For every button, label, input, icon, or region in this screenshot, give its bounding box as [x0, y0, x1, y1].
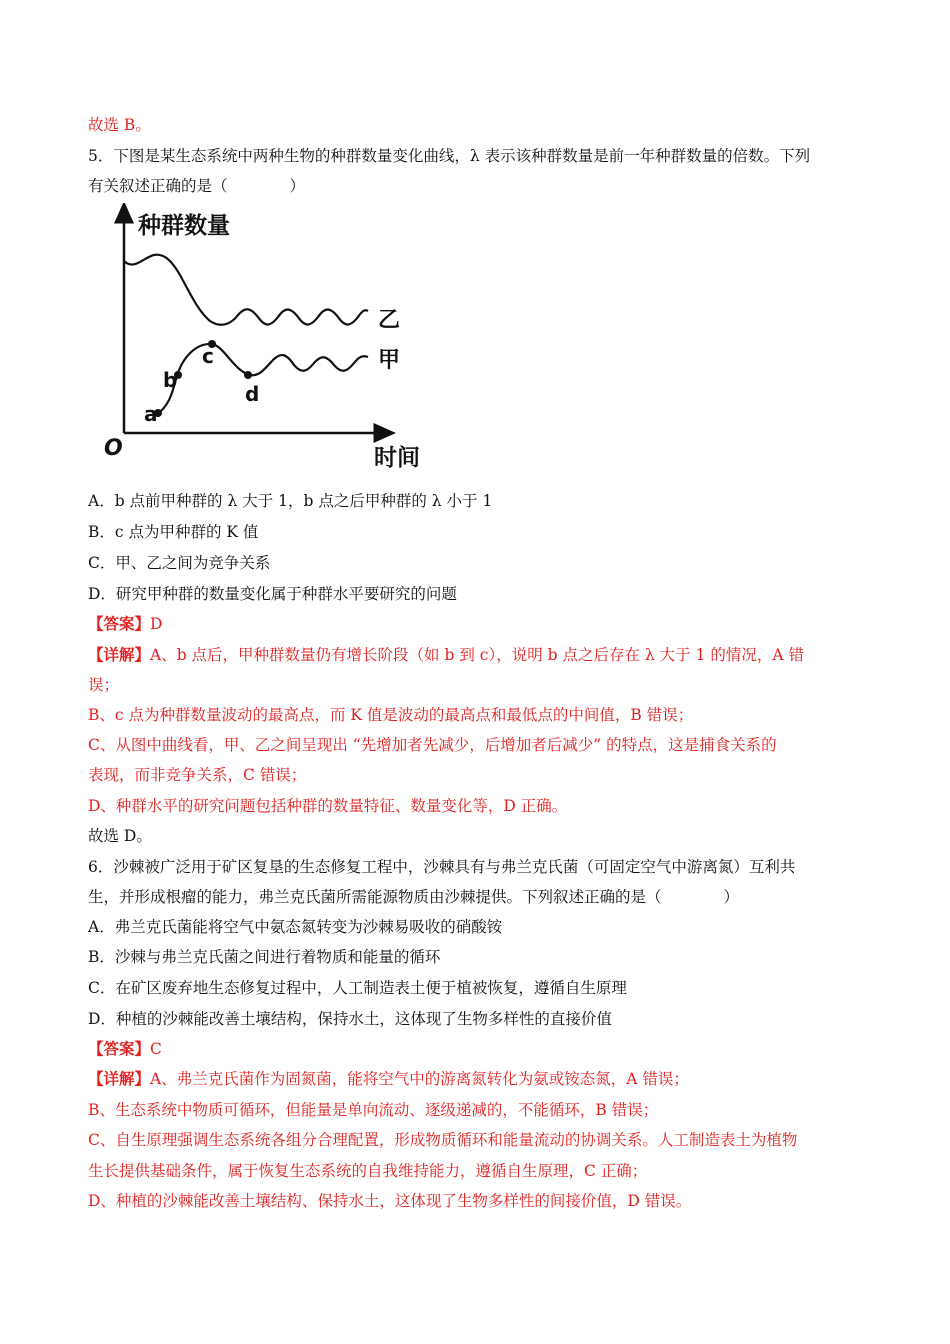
- q5-detail-3a: C、从图中曲线看，甲、乙之间呈现出 “先增加者先减少，后增加者后减少” 的特点，这是捕食关系的: [88, 736, 777, 754]
- q5-option-a: A．b 点前甲种群的 λ 大于 1，b 点之后甲种群的 λ 小于 1: [88, 492, 493, 510]
- q5-option-d: D．研究甲种群的数量变化属于种群水平要研究的问题: [88, 585, 457, 603]
- q6-stem-line1: 6．沙棘被广泛用于矿区复垦的生态修复工程中，沙棘具有与弗兰克氏菌（可固定空气中游离氮）互利共: [88, 858, 796, 876]
- q6-detail-1: [88, 1068, 868, 1090]
- q6-option-c: C．在矿区废弃地生态修复过程中，人工制造表土便于植被恢复，遵循自生原理: [88, 979, 627, 997]
- q6-detail-1-text: A、弗兰克氏菌作为固氮菌，能将空气中的游离氮转化为氨或铵态氮，A 错误；: [150, 1070, 689, 1088]
- q5-detail-4: D、种群水平的研究问题包括种群的数量特征、数量变化等，D 正确。: [88, 797, 568, 815]
- q5-detail-1b: 误；: [88, 676, 120, 694]
- q5-detail-3b: 表现，而非竞争关系，C 错误；: [88, 766, 307, 784]
- q6-detail-tag: 【详解】: [88, 1069, 151, 1088]
- q5-detail-1a-text: A、b 点后，甲种群数量仍有增长阶段（如 b 到 c），说明 b 点之后存在 λ 大于 1 的情况，A 错: [150, 646, 804, 664]
- q6-detail-3b: 生长提供基础条件，属于恢复生态系统的自我维持能力，遵循自生原理，C 正确；: [88, 1162, 648, 1180]
- point-a-label: a: [144, 402, 158, 426]
- q5-detail-tag: 【详解】: [88, 645, 151, 664]
- series-yi-curve: [124, 255, 368, 325]
- q5-conclusion: 故选 D。: [88, 827, 152, 845]
- q4-conclusion: 故选 B。: [88, 116, 151, 134]
- q5-detail-1a: [88, 644, 868, 666]
- point-b-label: b: [163, 368, 178, 392]
- q5-stem-line1: 5．下图是某生态系统中两种生物的种群数量变化曲线，λ 表示该种群数量是前一年种群数量的倍数。下列: [88, 147, 811, 165]
- q5-stem-line2: 有关叙述正确的是（ ）: [88, 177, 306, 195]
- series-label-yi: 乙: [378, 308, 401, 333]
- q6-detail-4: D、种植的沙棘能改善土壤结构、保持水土，这体现了生物多样性的间接价值，D 错误。: [88, 1192, 692, 1210]
- x-axis-label: 时间: [374, 445, 420, 471]
- q6-answer: [88, 1038, 868, 1060]
- q6-option-d: D．种植的沙棘能改善土壤结构，保持水土，这体现了生物多样性的直接价值: [88, 1010, 612, 1028]
- q6-option-a: A．弗兰克氏菌能将空气中氨态氮转变为沙棘易吸收的硝酸铵: [88, 918, 503, 936]
- q5-answer-value: D: [150, 615, 163, 633]
- q6-stem-line2: 生，并形成根瘤的能力，弗兰克氏菌所需能源物质由沙棘提供。下列叙述正确的是（ ）: [88, 888, 740, 906]
- origin-label: O: [104, 436, 123, 461]
- q6-option-b: B．沙棘与弗兰克氏菌之间进行着物质和能量的循环: [88, 948, 441, 966]
- q6-detail-2: B、生态系统中物质可循环，但能量是单向流动、逐级递减的，不能循环，B 错误；: [88, 1101, 659, 1119]
- point-d-marker: [244, 371, 252, 379]
- q6-detail-3a: C、自生原理强调生态系统各组分合理配置，形成物质循环和能量流动的协调关系。人工制造表土为植物: [88, 1131, 798, 1149]
- q5-detail-2: B、c 点为种群数量波动的最高点，而 K 值是波动的最高点和最低点的中间值，B 错误；: [88, 706, 694, 724]
- q5-option-c: C．甲、乙之间为竞争关系: [88, 554, 271, 572]
- point-d-label: d: [245, 382, 260, 406]
- q6-answer-tag: 【答案】: [88, 1039, 151, 1058]
- q5-answer: [88, 613, 868, 635]
- q5-answer-tag: 【答案】: [88, 614, 151, 633]
- series-jia-curve: [156, 344, 368, 415]
- y-axis-label: 种群数量: [138, 213, 230, 239]
- q5-option-b: B．c 点为甲种群的 K 值: [88, 523, 259, 541]
- q6-answer-value: C: [150, 1040, 162, 1058]
- point-c-label: c: [202, 344, 214, 368]
- population-curve-figure: [98, 203, 428, 480]
- series-label-jia: 甲: [378, 348, 401, 373]
